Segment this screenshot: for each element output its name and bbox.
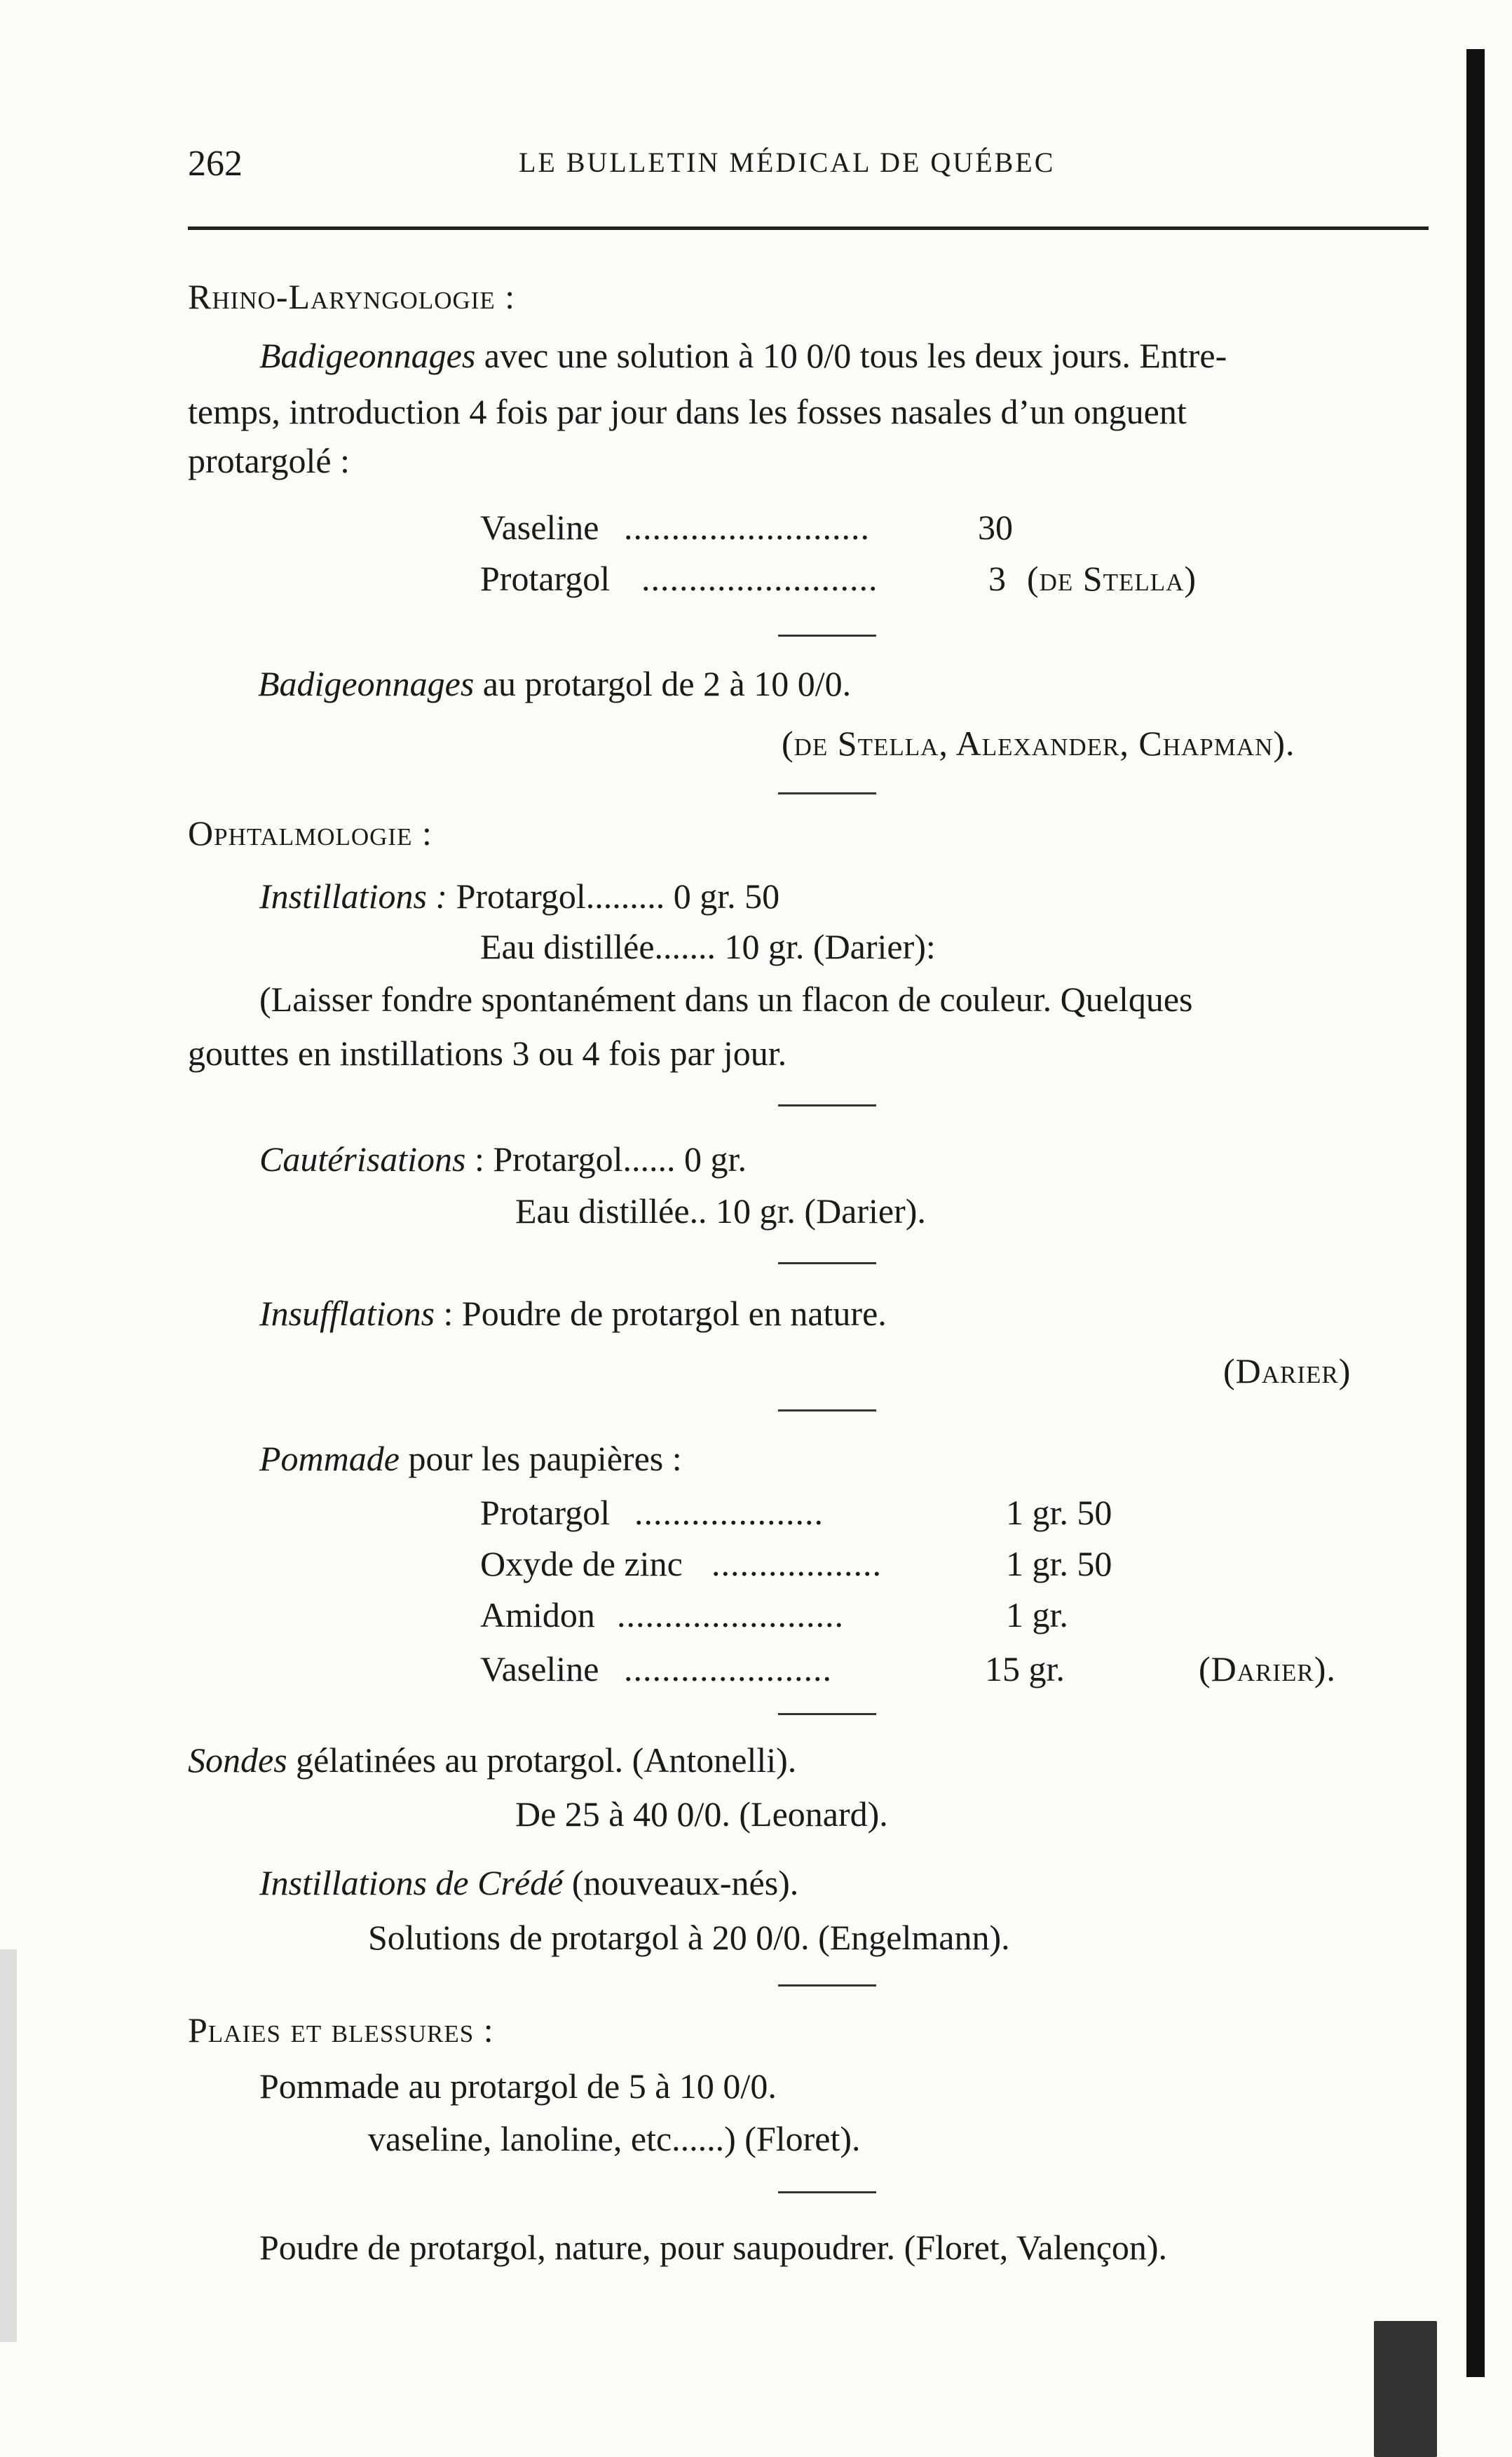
rx-qty: 3 bbox=[988, 559, 1006, 598]
rhino-paragraph-line-1 bbox=[259, 338, 1227, 373]
separator bbox=[778, 1409, 876, 1412]
separator bbox=[778, 635, 876, 637]
rx-ref: (de Stella) bbox=[1027, 559, 1197, 598]
cauterisations-label: Cautérisations bbox=[259, 1139, 466, 1179]
separator bbox=[778, 1262, 876, 1264]
pommade-label: Pommade bbox=[259, 1439, 400, 1478]
pommade-rx-dots: .................... bbox=[634, 1493, 824, 1532]
crede-label: Instillations de Crédé bbox=[259, 1863, 564, 1902]
pommade-rx-dots: ...................... bbox=[624, 1649, 832, 1688]
pommade-heading bbox=[259, 1441, 682, 1476]
crede-line-2: Solutions de protargol à 20 0/0. (Engelmann). bbox=[368, 1918, 1010, 1957]
pommade-rx-dots: .................. bbox=[711, 1544, 882, 1583]
rhino-paragraph-line-2: temps, introduction 4 fois par jour dans les fosses nasales d’un onguent bbox=[188, 392, 1187, 431]
section-heading-plaies: Plaies et blessures : bbox=[188, 2010, 494, 2050]
cauterisations-line-2: Eau distillée.. 10 gr. (Darier). bbox=[515, 1191, 926, 1231]
insufflations-text: : Poudre de protargol en nature. bbox=[435, 1294, 887, 1333]
instillations-line-1 bbox=[259, 876, 780, 916]
cauterisations-text: : Protargol...... 0 gr. bbox=[465, 1139, 747, 1179]
pommade-rx-name: Oxyde de zinc bbox=[480, 1544, 683, 1583]
plaies-line-1: Pommade au protargol de 5 à 10 0/0. bbox=[259, 2066, 777, 2106]
rx-dots: ......................... bbox=[641, 559, 878, 598]
running-title: LE BULLETIN MÉDICAL DE QUÉBEC bbox=[519, 147, 1056, 178]
pommade-rx-qty: 1 gr. 50 bbox=[1006, 1544, 1112, 1583]
sondes-line-1 bbox=[188, 1742, 796, 1778]
rhino-badigeonnages-2-label: Badigeonnages bbox=[258, 664, 475, 703]
instillations-note-line-2: gouttes en instillations 3 ou 4 fois par jour. bbox=[188, 1034, 787, 1073]
sondes-line-2: De 25 à 40 0/0. (Leonard). bbox=[515, 1794, 888, 1834]
pommade-rx-dots: ........................ bbox=[617, 1595, 844, 1634]
pommade-rx-qty: 1 gr. 50 bbox=[1006, 1493, 1112, 1532]
plaies-line-3: Poudre de protargol, nature, pour saupoudrer. (Floret, Valençon). bbox=[259, 2228, 1168, 2267]
pommade-text: pour les paupières : bbox=[399, 1439, 682, 1478]
separator bbox=[778, 792, 876, 794]
pommade-rx-qty: 15 gr. bbox=[985, 1649, 1065, 1688]
rx-dots: .......................... bbox=[624, 508, 870, 547]
rhino-paragraph-2 bbox=[258, 666, 851, 701]
instillations-label: Instillations : bbox=[259, 876, 448, 916]
instillations-text: Protargol......... 0 gr. 50 bbox=[447, 876, 780, 916]
sondes-label: Sondes bbox=[188, 1740, 287, 1780]
instillations-note-line-1: (Laisser fondre spontanément dans un flacon de couleur. Quelques bbox=[259, 980, 1193, 1019]
crede-text: (nouveaux-nés). bbox=[563, 1863, 799, 1902]
scan-edge-artifact-left bbox=[0, 1949, 17, 2342]
rx-qty: 30 bbox=[978, 508, 1013, 547]
cauterisations-line-1 bbox=[259, 1139, 747, 1179]
rhino-paragraph-line-3: protargolé : bbox=[188, 441, 350, 480]
scan-edge-bar bbox=[1466, 49, 1485, 2377]
instillations-line-2: Eau distillée....... 10 gr. (Darier): bbox=[480, 927, 936, 966]
insufflations-label: Insufflations bbox=[259, 1294, 435, 1333]
section-heading-ophtal: Ophtalmologie : bbox=[188, 813, 433, 853]
crede-line-1 bbox=[259, 1865, 798, 1900]
scan-edge-artifact-bottom bbox=[1374, 2321, 1437, 2457]
plaies-line-2: vaseline, lanoline, etc......) (Floret). bbox=[368, 2119, 861, 2158]
section-heading-rhino: Rhino-Laryngologie : bbox=[188, 277, 516, 316]
rhino-p2-reference: (de Stella, Alexander, Chapman). bbox=[782, 724, 1295, 763]
rhino-p2-text: au protargol de 2 à 10 0/0. bbox=[474, 664, 852, 703]
separator bbox=[778, 2191, 876, 2193]
insufflations-line bbox=[259, 1296, 887, 1331]
pommade-rx-name: Protargol bbox=[480, 1493, 611, 1532]
pommade-rx-name: Vaseline bbox=[480, 1649, 599, 1688]
page-number: 262 bbox=[188, 144, 243, 184]
rhino-badigeonnages-label: Badigeonnages bbox=[259, 336, 476, 375]
separator bbox=[778, 1713, 876, 1715]
rx-name: Vaseline bbox=[480, 508, 599, 547]
insufflations-reference: (Darier) bbox=[1223, 1351, 1351, 1390]
pommade-rx-name: Amidon bbox=[480, 1595, 595, 1634]
pommade-rx-qty: 1 gr. bbox=[1006, 1595, 1068, 1634]
rhino-p1-text: avec une solution à 10 0/0 tous les deux jours. Entre- bbox=[475, 336, 1227, 375]
rx-name: Protargol bbox=[480, 559, 611, 598]
separator bbox=[778, 1104, 876, 1106]
pommade-rx-ref: (Darier). bbox=[1199, 1649, 1336, 1688]
sondes-text: gélatinées au protargol. (Antonelli). bbox=[287, 1740, 797, 1780]
header-rule bbox=[188, 226, 1429, 230]
separator bbox=[778, 1984, 876, 1986]
